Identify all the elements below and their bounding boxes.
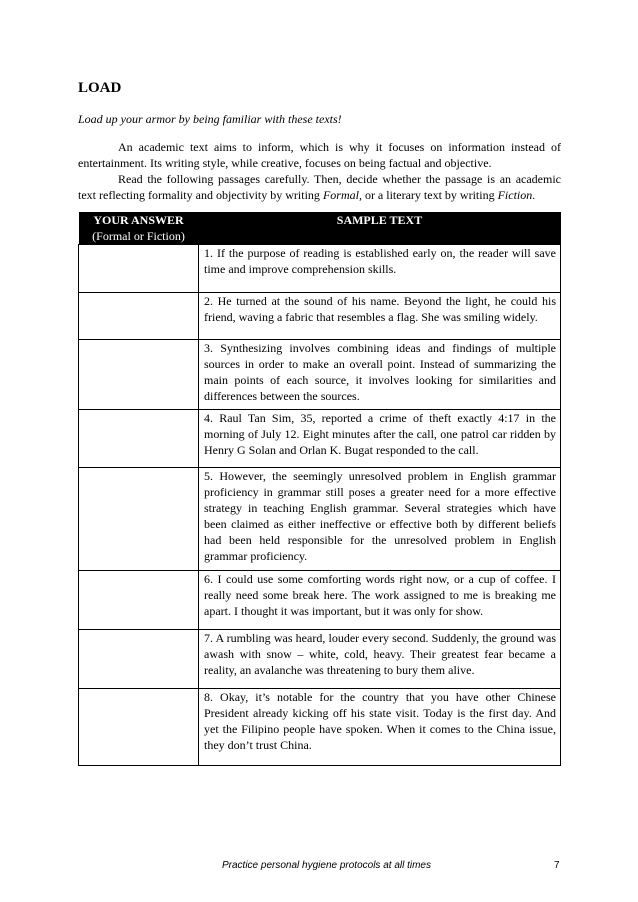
table-row xyxy=(79,468,561,571)
table-row xyxy=(79,630,561,689)
header-your-answer xyxy=(79,212,199,245)
answer-cell[interactable] xyxy=(79,630,199,689)
table-row xyxy=(79,293,561,340)
sample-text-cell: 3. Synthesizing involves combining ideas and findings of multiple sources in order to make an overall point. Instead of summarizing the main points of each source, it involves looking for similarities and differences between the sources. xyxy=(199,340,561,410)
table-row xyxy=(79,689,561,766)
answer-cell[interactable] xyxy=(79,245,199,293)
instruction-text-c: . xyxy=(532,187,536,202)
sample-text-cell: 6. I could use some comforting words right now, or a cup of coffee. I really need some break here. The work assigned to me is breaking me apart. I thought it was important, but it was only for show. xyxy=(199,571,561,630)
instruction-formal: Formal, xyxy=(322,187,362,202)
answer-cell[interactable] xyxy=(79,410,199,468)
section-subtitle: Load up your armor by being familiar with these texts! xyxy=(78,112,342,126)
sample-text-cell: 4. Raul Tan Sim, 35, reported a crime of theft exactly 4:17 in the morning of July 12. Eight minutes after the call, one patrol car ridden by Henry G Solan and Orlan K. Bugat responded to the call. xyxy=(199,410,561,468)
header-answer-line1: YOUR ANSWER xyxy=(93,213,184,227)
answer-table xyxy=(78,212,561,766)
intro-paragraph xyxy=(78,140,561,171)
header-answer-line2: (Formal or Fiction) xyxy=(92,229,185,243)
instruction-text-b: or a literary text by writing xyxy=(361,187,498,202)
answer-cell[interactable] xyxy=(79,340,199,410)
page-number: 7 xyxy=(554,860,560,871)
instruction-fiction: Fiction xyxy=(497,187,533,202)
answer-cell[interactable] xyxy=(79,571,199,630)
answer-cell[interactable] xyxy=(79,293,199,340)
instruction-paragraph xyxy=(78,172,561,203)
sample-text-cell: 8. Okay, it’s notable for the country that you have other Chinese President already kicking off his state visit. Today is the first day. And yet the Filipino people have spoken. When it comes to the China issue, they don’t trust China. xyxy=(199,689,561,766)
sample-text-cell: 1. If the purpose of reading is established early on, the reader will save time and improve comprehension skills. xyxy=(199,245,561,293)
table-row xyxy=(79,245,561,293)
sample-text-cell: 7. A rumbling was heard, louder every second. Suddenly, the ground was awash with snow – white, cold, heavy. Their greatest fear became a reality, an avalanche was threatening to bury them alive. xyxy=(199,630,561,689)
table-header-row xyxy=(79,212,561,245)
header-sample-text: SAMPLE TEXT xyxy=(199,212,561,245)
answer-cell[interactable] xyxy=(79,468,199,571)
footer-motto: Practice personal hygiene protocols at all times xyxy=(222,860,431,871)
intro-paragraph-text: An academic text aims to inform, which is why it focuses on information instead of entertainment. Its writing style, while creative, focuses on being factual and objective. xyxy=(78,140,561,170)
table-row xyxy=(79,410,561,468)
answer-cell[interactable] xyxy=(79,689,199,766)
section-heading: LOAD xyxy=(78,80,122,96)
table-row xyxy=(79,340,561,410)
sample-text-cell: 5. However, the seemingly unresolved problem in English grammar proficiency in grammar still poses a greater need for a more effective strategy in teaching English grammar. Several strategies which have been claimed as either ineffective or effective both by different beliefs had been held responsible for the unresolved problem in English grammar proficiency. xyxy=(199,468,561,571)
instruction-text-a: Read the following passages carefully. Then, decide whether the passage is an academic text reflecting formality and objectivity by writing xyxy=(78,172,561,202)
sample-text-cell: 2. He turned at the sound of his name. Beyond the light, he could his friend, waving a fabric that resembles a flag. She was smiling widely. xyxy=(199,293,561,340)
table-row xyxy=(79,571,561,630)
